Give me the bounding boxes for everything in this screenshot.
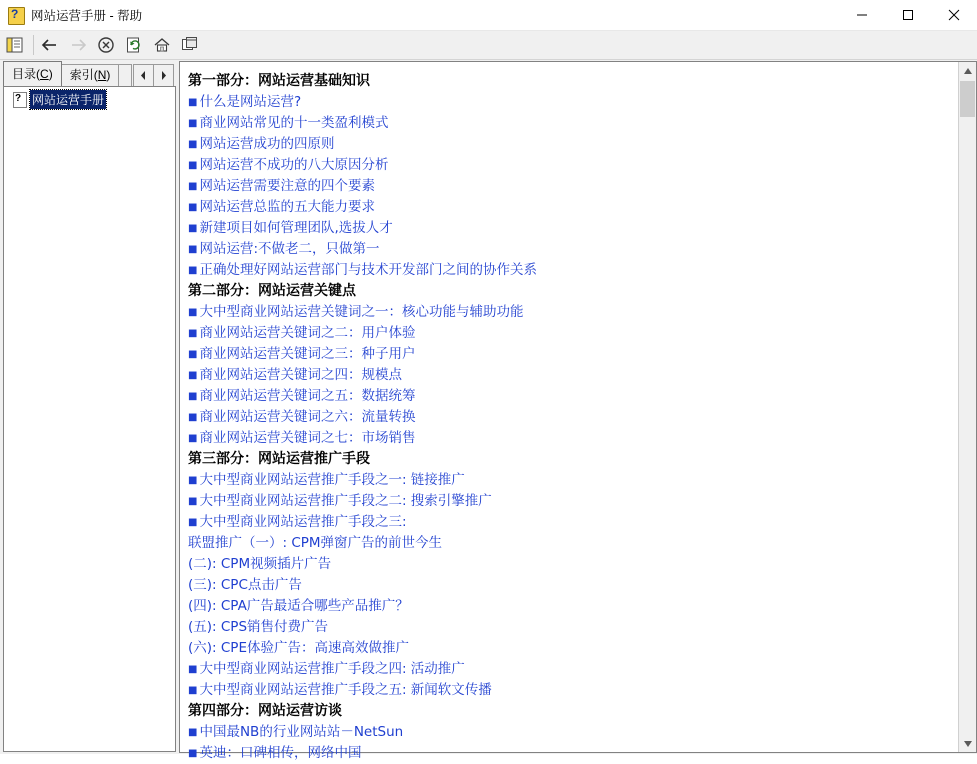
- tab-contents-label: 目录: [12, 67, 37, 81]
- contents-tree[interactable]: [3, 86, 176, 752]
- topic-link[interactable]: 联盟推广（一）: CPM弹窗广告的前世今生: [188, 535, 443, 551]
- topic-link[interactable]: (五): CPS销售付费广告: [188, 619, 329, 635]
- topic-link[interactable]: ■ 英迪：口碑相传，网络中国: [188, 743, 958, 764]
- arrow-right-icon[interactable]: [65, 33, 91, 57]
- close-button[interactable]: [931, 0, 977, 30]
- topic-link[interactable]: ■ 大中型商业网站运营推广手段之二: 搜索引擎推广: [188, 491, 958, 512]
- tab-scroll-right-button[interactable]: [153, 64, 174, 86]
- tab-index-label: 索引: [69, 68, 94, 82]
- topic-link[interactable]: ■ 商业网站运营关键词之二：用户体验: [188, 323, 958, 344]
- topic-link[interactable]: (六): CPE体验广告：高速高效做推广: [188, 640, 409, 656]
- scrollbar-thumb[interactable]: [960, 81, 975, 117]
- topic-link[interactable]: ■ 商业网站常见的十一类盈利模式: [188, 113, 958, 134]
- topic-link[interactable]: ■ 大中型商业网站运营推广手段之四: 活动推广: [188, 659, 958, 680]
- topic-link[interactable]: (二): CPM视频插片广告: [188, 556, 332, 572]
- scrollbar-track[interactable]: [959, 79, 976, 735]
- topic-link[interactable]: ■ 中国最NB的行业网站站－NetSun: [188, 722, 958, 743]
- topic-link[interactable]: ■ 商业网站运营关键词之五：数据统筹: [188, 386, 958, 407]
- toolbar-separator: [33, 35, 34, 55]
- tab-scroll-left-button[interactable]: [133, 64, 154, 86]
- tab-contents-accel: (C): [36, 67, 53, 81]
- topic-link[interactable]: ■ 大中型商业网站运营关键词之一：核心功能与辅助功能: [188, 302, 958, 323]
- stop-icon[interactable]: [93, 33, 119, 57]
- tab-scroll-buttons: [134, 64, 174, 86]
- topic-link[interactable]: ■ 网站运营不成功的八大原因分析: [188, 155, 958, 176]
- refresh-icon[interactable]: [121, 33, 147, 57]
- topic-link[interactable]: ■ 商业网站运营关键词之三：种子用户: [188, 344, 958, 365]
- topic-link[interactable]: ■ 商业网站运营关键词之六：流量转换: [188, 407, 958, 428]
- navigation-pane: [0, 60, 178, 754]
- hide-pane-icon[interactable]: [2, 33, 28, 57]
- topic-link[interactable]: ■ 网站运营总监的五大能力要求: [188, 197, 958, 218]
- topic-link[interactable]: ■ 商业网站运营关键词之四：规模点: [188, 365, 958, 386]
- topic-link[interactable]: ■ 大中型商业网站运营推广手段之一: 链接推广: [188, 470, 958, 491]
- tree-item-label: 网站运营手册: [30, 90, 106, 109]
- topic-heading: 第一部分：网站运营基础知识: [188, 73, 370, 89]
- content-vertical-scrollbar[interactable]: [958, 62, 976, 752]
- topic-link[interactable]: ■ 正确处理好网站运营部门与技术开发部门之间的协作关系: [188, 260, 958, 281]
- topic-link[interactable]: ■ 网站运营:不做老二，只做第一: [188, 239, 958, 260]
- topic-link[interactable]: (四): CPA广告最适合哪些产品推广？: [188, 598, 409, 614]
- toolbar: [0, 31, 977, 60]
- tab-index[interactable]: [61, 64, 120, 86]
- topic-link[interactable]: ■ 商业网站运营关键词之七：市场销售: [188, 428, 958, 449]
- window-title: 网站运营手册 - 帮助: [31, 9, 143, 23]
- windows-icon[interactable]: [177, 33, 203, 57]
- home-icon[interactable]: [149, 33, 175, 57]
- scroll-up-button[interactable]: [959, 62, 976, 79]
- help-book-icon: ?: [7, 6, 25, 24]
- tab-index-accel: (N): [93, 68, 111, 82]
- window-body: [0, 60, 977, 761]
- topic-link[interactable]: ■ 网站运营需要注意的四个要素: [188, 176, 958, 197]
- tab-partial-hidden[interactable]: [118, 64, 132, 86]
- topic-heading: 第三部分：网站运营推广手段: [188, 451, 370, 467]
- topic-link[interactable]: ■ 大中型商业网站运营推广手段之五: 新闻软文传播: [188, 680, 958, 701]
- tree-item[interactable]: [4, 87, 175, 112]
- maximize-button[interactable]: [885, 0, 931, 30]
- arrow-left-icon[interactable]: [37, 33, 63, 57]
- topic-content: [180, 62, 958, 761]
- scroll-down-button[interactable]: [959, 735, 976, 752]
- title-bar: [0, 0, 977, 31]
- topic-heading: 第四部分：网站运营访谈: [188, 703, 342, 719]
- topic-heading: 第二部分：网站运营关键点: [188, 283, 356, 299]
- navigation-tabstrip: [0, 60, 178, 86]
- topic-link[interactable]: ■ 什么是网站运营?: [188, 92, 958, 113]
- topic-link[interactable]: ■ 新建项目如何管理团队,选拔人才: [188, 218, 958, 239]
- help-page-icon: ?: [12, 92, 27, 107]
- topic-frame: [179, 61, 977, 761]
- minimize-button[interactable]: [839, 0, 885, 30]
- topic-link[interactable]: ■ 网站运营成功的四原则: [188, 134, 958, 155]
- topic-pane: [178, 60, 977, 761]
- topic-link[interactable]: (三): CPC点击广告: [188, 577, 302, 593]
- topic-link[interactable]: ■ 大中型商业网站运营推广手段之三:: [188, 512, 958, 533]
- tab-contents[interactable]: [3, 61, 62, 86]
